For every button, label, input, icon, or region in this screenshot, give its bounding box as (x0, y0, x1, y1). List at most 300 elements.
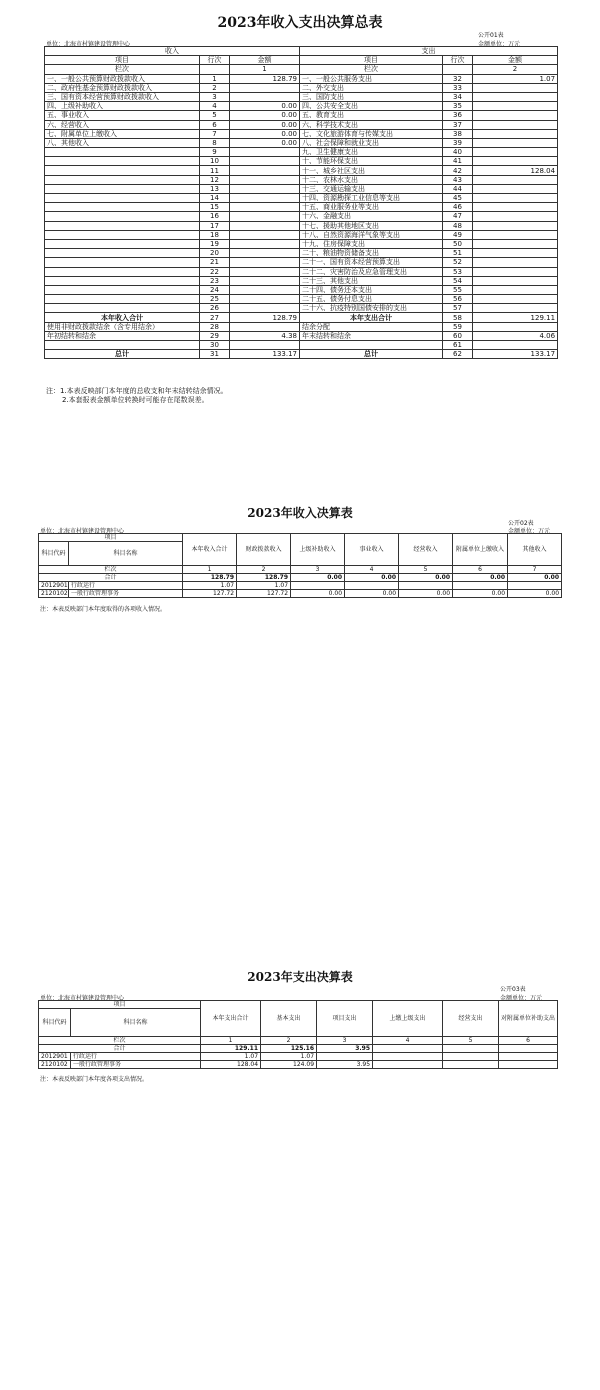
t1-expense-amount (473, 249, 558, 258)
t1-line-no: 33 (443, 83, 473, 92)
t1-expense-amount (473, 230, 558, 239)
t2-amount-unit: 金额单位：万元 (508, 528, 551, 535)
t2-col-label: 栏次 (39, 566, 183, 574)
t1-line-no: 10 (200, 157, 230, 166)
t1-income-label: 使用非财政拨款结余（含专用结余） (45, 322, 200, 331)
t3-value (317, 1053, 373, 1061)
t1-line-no: 42 (443, 166, 473, 175)
t3-value: 1.07 (261, 1053, 317, 1061)
t3-item-header: 项目 (39, 1001, 201, 1009)
t1-expense-amount (473, 111, 558, 120)
t1-income-label (45, 258, 200, 267)
t3-total-row (39, 1045, 558, 1053)
t1-line-no: 27 (200, 313, 230, 322)
t3-note: 注：本表反映部门本年度各项支出情况。 (40, 1076, 149, 1083)
t1-line-no: 60 (443, 331, 473, 340)
t3-col-no: 3 (317, 1037, 373, 1045)
t2-name: 行政运行 (69, 582, 183, 590)
t3-col-no: 2 (261, 1037, 317, 1045)
t1-expense-label: 结余分配 (300, 322, 443, 331)
t1-line-no: 44 (443, 184, 473, 193)
t1-line-no: 5 (200, 111, 230, 120)
t3-col-row (39, 1037, 558, 1045)
t1-row (45, 184, 558, 193)
t1-line-no: 6 (200, 120, 230, 129)
t1-income-label (45, 203, 200, 212)
t3-total-value (373, 1045, 443, 1053)
t2-value (453, 582, 508, 590)
t2-value: 0.00 (291, 590, 345, 598)
t1-line-no: 32 (443, 74, 473, 83)
t3-code: 2012901 (39, 1053, 71, 1061)
t2-col-no: 2 (237, 566, 291, 574)
t2-value: 127.72 (237, 590, 291, 598)
t2-value: 1.07 (237, 582, 291, 590)
t1-expense-amount (473, 258, 558, 267)
t1-expense-label: 二十三、其他支出 (300, 276, 443, 285)
t1-grand-expense: 133.17 (473, 350, 558, 359)
t3-value: 124.09 (261, 1061, 317, 1069)
t3-title: 2023年支出决算表 (247, 970, 353, 984)
t1-row (45, 102, 558, 111)
t2-unit: 单位：北海市村镇建设管理中心 (40, 528, 125, 535)
t1-income-amount (230, 258, 300, 267)
t1-income-label: 四、上级补助收入 (45, 102, 200, 111)
t2-name: 一般行政管理事务 (69, 590, 183, 598)
t2-total-value: 128.79 (183, 574, 237, 582)
t3-value (499, 1053, 558, 1061)
t1-subheader-row (45, 56, 558, 65)
t2-form-no: 公开02表 (508, 520, 534, 527)
t2-col-row (39, 566, 562, 574)
t1-line-no: 39 (443, 138, 473, 147)
t1-line-no: 15 (200, 203, 230, 212)
t1-header-row (45, 47, 558, 56)
t1-expense-amount (473, 285, 558, 294)
t1-expense-amount (473, 157, 558, 166)
t1-line-no: 57 (443, 304, 473, 313)
t3-col-label: 栏次 (39, 1037, 201, 1045)
t1-line-no: 3 (200, 92, 230, 101)
t1-line-no: 61 (443, 341, 473, 350)
t2-value (291, 582, 345, 590)
t1-line-no: 1 (200, 74, 230, 83)
t2-col-no: 7 (508, 566, 562, 574)
t1-income-label (45, 184, 200, 193)
t3-value: 3.95 (317, 1061, 373, 1069)
t1-expense-label: 二十五、债务付息支出 (300, 295, 443, 304)
t1-line-no: 50 (443, 239, 473, 248)
t2-table (38, 533, 562, 598)
t1-expense-label: 十七、援助其他地区支出 (300, 221, 443, 230)
t3-form-no: 公开03表 (500, 986, 526, 993)
t3-name: 一般行政管理事务 (71, 1061, 201, 1069)
t1-line-no: 36 (443, 111, 473, 120)
t1-grand-label: 总计 (300, 350, 443, 359)
t1-income-label: 二、政府性基金预算财政拨款收入 (45, 83, 200, 92)
t2-value (508, 582, 562, 590)
t2-title: 2023年收入决算表 (247, 506, 353, 520)
t3-total-value (443, 1045, 499, 1053)
t1-line-no: 11 (200, 166, 230, 175)
t2-col-header: 其他收入 (508, 534, 562, 566)
t1-expense-label: 二十、粮油物资储备支出 (300, 249, 443, 258)
t1-income-label (45, 285, 200, 294)
t3-table (38, 1000, 558, 1069)
t2-col-header: 上级补助收入 (291, 534, 345, 566)
t1-row (45, 239, 558, 248)
t1-line-no: 25 (200, 295, 230, 304)
t2-total-row (39, 574, 562, 582)
t1-line-no: 14 (200, 194, 230, 203)
t1-expense-label: 二十一、国有资本经营预算支出 (300, 258, 443, 267)
t1-line-no: 38 (443, 129, 473, 138)
t1-line-no: 28 (200, 322, 230, 331)
t1-income-amount (230, 184, 300, 193)
t1-income-amount: 0.00 (230, 102, 300, 111)
t2-col-no: 6 (453, 566, 508, 574)
t1-income-label: 三、国有资本经营预算财政拨款收入 (45, 92, 200, 101)
t1-expense-label: 十五、商业服务业等支出 (300, 203, 443, 212)
t1-amount-header: 金额 (473, 56, 558, 65)
t3-col-header: 本年支出合计 (201, 1001, 261, 1037)
t3-value: 128.04 (201, 1061, 261, 1069)
t2-item-header: 项目 (39, 534, 183, 542)
t1-line-no: 49 (443, 230, 473, 239)
t1-col-no: 2 (473, 65, 558, 74)
t3-col-no: 1 (201, 1037, 261, 1045)
t1-expense-label: 十一、城乡社区支出 (300, 166, 443, 175)
t3-total-value: 3.95 (317, 1045, 373, 1053)
t1-expense-label: 十八、自然资源海洋气象等支出 (300, 230, 443, 239)
t1-row (45, 74, 558, 83)
t1-income-label: 一、一般公共预算财政拨款收入 (45, 74, 200, 83)
t1-total-row (45, 313, 558, 322)
t2-item-row (39, 534, 562, 542)
t1-line-no: 17 (200, 221, 230, 230)
t1-income-amount (230, 92, 300, 101)
t1-expense-amount (473, 203, 558, 212)
t1-expense-label: 二十四、债务还本支出 (300, 285, 443, 294)
t1-income-amount: 0.00 (230, 129, 300, 138)
t2-value: 127.72 (183, 590, 237, 598)
t1-income-label (45, 295, 200, 304)
t1-row (45, 157, 558, 166)
t1-row (45, 129, 558, 138)
t1-expense-amount: 4.06 (473, 331, 558, 340)
t1-expense-amount (473, 83, 558, 92)
t1-line-no: 45 (443, 194, 473, 203)
t2-col-no: 5 (399, 566, 453, 574)
t3-code: 2120102 (39, 1061, 71, 1069)
t1-row (45, 295, 558, 304)
t1-income-label: 年初结转和结余 (45, 331, 200, 340)
t1-income-amount (230, 221, 300, 230)
t1-line-no: 43 (443, 175, 473, 184)
t1-income-amount (230, 249, 300, 258)
t1-expense-label: 一、一般公共服务支出 (300, 74, 443, 83)
t2-row (39, 590, 562, 598)
t1-row (45, 175, 558, 184)
t1-income-label (45, 230, 200, 239)
t1-income-amount (230, 276, 300, 285)
t1-expense-label: 十九、住房保障支出 (300, 239, 443, 248)
t2-col-header: 附属单位上缴收入 (453, 534, 508, 566)
t1-income-label: 五、事业收入 (45, 111, 200, 120)
t1-line-no: 29 (200, 331, 230, 340)
t1-line-no: 21 (200, 258, 230, 267)
t1-expense-label: 六、科学技术支出 (300, 120, 443, 129)
t1-unit: 单位：北海市村镇建设管理中心 (46, 41, 131, 48)
t2-total-value: 0.00 (345, 574, 399, 582)
t2-total-value: 0.00 (453, 574, 508, 582)
t1-income-amount (230, 230, 300, 239)
t2-row (39, 582, 562, 590)
t3-col-header: 对附属单位补助支出 (499, 1001, 558, 1037)
t1-row (45, 83, 558, 92)
t1-row (45, 138, 558, 147)
t3-col-no: 4 (373, 1037, 443, 1045)
t1-expense-amount (473, 295, 558, 304)
t1-line-no: 58 (443, 313, 473, 322)
t1-note-1: 注：1.本表反映部门本年度的总收支和年末结转结余情况。 (46, 387, 228, 395)
t1-expense-label: 十二、农林水支出 (300, 175, 443, 184)
t1-income-label (45, 194, 200, 203)
t1-line-no: 48 (443, 221, 473, 230)
t1-title: 2023年收入支出决算总表 (217, 15, 383, 31)
t1-row (45, 111, 558, 120)
t1-line-no: 52 (443, 258, 473, 267)
t2-value: 0.00 (399, 590, 453, 598)
t1-income-amount (230, 239, 300, 248)
t1-income-amount (230, 194, 300, 203)
t1-grand-total-row (45, 350, 558, 359)
t1-income-label: 八、其他收入 (45, 138, 200, 147)
t1-expense-amount (473, 138, 558, 147)
t3-value (443, 1053, 499, 1061)
t1-expense-amount (473, 304, 558, 313)
t3-unit: 单位：北海市村镇建设管理中心 (40, 995, 125, 1002)
t1-line-no: 2 (200, 83, 230, 92)
t1-expense-amount (473, 276, 558, 285)
t1-expense-label: 七、文化旅游体育与传媒支出 (300, 129, 443, 138)
t1-line-no: 41 (443, 157, 473, 166)
t1-amount-unit: 金额单位：万元 (478, 41, 521, 48)
t1-expense-label: 五、教育支出 (300, 111, 443, 120)
t3-col-header: 项目支出 (317, 1001, 373, 1037)
t1-row (45, 230, 558, 239)
t1-row (45, 341, 558, 350)
t1-income-amount (230, 148, 300, 157)
t1-expense-amount (473, 194, 558, 203)
t1-expense-total: 129.11 (473, 313, 558, 322)
t2-col-header: 财政拨款收入 (237, 534, 291, 566)
t1-expense-label: 二、外交支出 (300, 83, 443, 92)
t2-value: 0.00 (453, 590, 508, 598)
t2-value: 0.00 (345, 590, 399, 598)
t2-col-no: 3 (291, 566, 345, 574)
t3-value (499, 1061, 558, 1069)
t1-income-label (45, 267, 200, 276)
t1-expense-amount (473, 239, 558, 248)
t1-income-amount (230, 212, 300, 221)
t1-line-no: 24 (200, 285, 230, 294)
t1-line-no: 18 (200, 230, 230, 239)
t1-income-amount (230, 166, 300, 175)
t3-total-value: 129.11 (201, 1045, 261, 1053)
t1-expense-label: 九、卫生健康支出 (300, 148, 443, 157)
t3-name: 行政运行 (71, 1053, 201, 1061)
t1-expense-amount (473, 102, 558, 111)
t1-expense-label: 十四、资源勘探工业信息等支出 (300, 194, 443, 203)
t1-expense-label: 十三、交通运输支出 (300, 184, 443, 193)
t3-value (443, 1061, 499, 1069)
t1-income-amount: 128.79 (230, 74, 300, 83)
t1-expense-label: 八、社会保障和就业支出 (300, 138, 443, 147)
t2-total-value: 0.00 (508, 574, 562, 582)
t3-value (373, 1053, 443, 1061)
t1-income-label (45, 148, 200, 157)
t3-total-label: 合计 (39, 1045, 201, 1053)
t1-expense-amount (473, 148, 558, 157)
t1-row (45, 331, 558, 340)
t1-income-amount (230, 267, 300, 276)
t2-value (399, 582, 453, 590)
t3-row (39, 1053, 558, 1061)
t1-col-label: 栏次 (300, 65, 443, 74)
t1-row (45, 322, 558, 331)
t1-expense-amount (473, 184, 558, 193)
t1-grand-label: 总计 (45, 350, 200, 359)
t1-line-no: 53 (443, 267, 473, 276)
t1-line-no: 8 (200, 138, 230, 147)
t1-grand-income: 133.17 (230, 350, 300, 359)
t3-col-header: 经营支出 (443, 1001, 499, 1037)
t1-line-no: 56 (443, 295, 473, 304)
t1-item-header: 项目 (300, 56, 443, 65)
t1-income-amount: 0.00 (230, 120, 300, 129)
t2-total-value: 0.00 (399, 574, 453, 582)
t1-income-amount (230, 175, 300, 184)
t1-line-header: 行次 (200, 56, 230, 65)
t3-total-value: 125.16 (261, 1045, 317, 1053)
t1-row (45, 203, 558, 212)
t2-code-header: 科目代码 (39, 542, 69, 566)
t1-income-amount: 4.38 (230, 331, 300, 340)
t1-expense-amount (473, 221, 558, 230)
t2-col-no: 1 (183, 566, 237, 574)
t1-income-label (45, 276, 200, 285)
t1-line-no: 46 (443, 203, 473, 212)
t1-row (45, 148, 558, 157)
t1-col-label: 栏次 (45, 65, 200, 74)
t1-line-no: 62 (443, 350, 473, 359)
t1-row (45, 276, 558, 285)
t1-expense-header: 支出 (300, 47, 558, 56)
t1-line-no: 54 (443, 276, 473, 285)
t1-expense-amount: 1.07 (473, 74, 558, 83)
t1-row (45, 249, 558, 258)
t1-line-no: 31 (200, 350, 230, 359)
t1-income-total: 128.79 (230, 313, 300, 322)
t1-income-amount (230, 203, 300, 212)
t2-col-no: 4 (345, 566, 399, 574)
t1-income-label (45, 212, 200, 221)
t1-row (45, 267, 558, 276)
t1-line-no: 19 (200, 239, 230, 248)
t2-name-header: 科目名称 (69, 542, 183, 566)
t1-line-no: 59 (443, 322, 473, 331)
t1-expense-label: 十六、金融支出 (300, 212, 443, 221)
t1-income-label (45, 157, 200, 166)
t2-total-label: 合计 (39, 574, 183, 582)
t1-income-label (45, 175, 200, 184)
t1-amount-header: 金额 (230, 56, 300, 65)
t1-income-label (45, 166, 200, 175)
t1-expense-label: 十、节能环保支出 (300, 157, 443, 166)
t3-row (39, 1061, 558, 1069)
t1-row (45, 304, 558, 313)
t3-col-header: 上缴上级支出 (373, 1001, 443, 1037)
t2-note: 注：本表反映部门本年度取得的各项收入情况。 (40, 606, 167, 613)
t1-row (45, 285, 558, 294)
t1-line-no: 13 (200, 184, 230, 193)
t1-line-no: 34 (443, 92, 473, 101)
t1-income-amount (230, 83, 300, 92)
t1-income-label (45, 249, 200, 258)
t1-line-no: 51 (443, 249, 473, 258)
t1-income-amount: 0.00 (230, 111, 300, 120)
t1-line-no: 40 (443, 148, 473, 157)
t1-form-no: 公开01表 (478, 32, 504, 39)
t3-col-header: 基本支出 (261, 1001, 317, 1037)
t1-line-no: 47 (443, 212, 473, 221)
t1-expense-label: 年末结转和结余 (300, 331, 443, 340)
t3-col-no: 6 (499, 1037, 558, 1045)
t1-line-header: 行次 (443, 56, 473, 65)
t1-expense-amount (473, 120, 558, 129)
t1-income-total-label: 本年收入合计 (45, 313, 200, 322)
t1-row (45, 258, 558, 267)
t1-line-no: 26 (200, 304, 230, 313)
t1-line-no: 22 (200, 267, 230, 276)
t1-line-no: 7 (200, 129, 230, 138)
t3-item-row (39, 1001, 558, 1009)
t1-row (45, 212, 558, 221)
t2-code: 2012901 (39, 582, 69, 590)
t1-income-label (45, 239, 200, 248)
t1-line-no: 55 (443, 285, 473, 294)
t2-col-header: 事业收入 (345, 534, 399, 566)
t1-income-label: 七、附属单位上缴收入 (45, 129, 200, 138)
t1-line-no: 9 (200, 148, 230, 157)
t3-value: 1.07 (201, 1053, 261, 1061)
t1-line-no: 35 (443, 102, 473, 111)
t1-income-amount (230, 304, 300, 313)
t1-income-amount (230, 295, 300, 304)
t1-note-2: 2.本套报表金额单位转换时可能存在尾数误差。 (62, 396, 209, 404)
t1-table (44, 46, 558, 359)
t1-row (45, 166, 558, 175)
t2-code: 2120102 (39, 590, 69, 598)
t1-expense-total-label: 本年支出合计 (300, 313, 443, 322)
t2-value: 1.07 (183, 582, 237, 590)
t2-col-header: 经营收入 (399, 534, 453, 566)
t1-line-no: 37 (443, 120, 473, 129)
t1-line-no: 30 (200, 341, 230, 350)
t1-expense-amount: 128.04 (473, 166, 558, 175)
t1-income-amount (230, 285, 300, 294)
